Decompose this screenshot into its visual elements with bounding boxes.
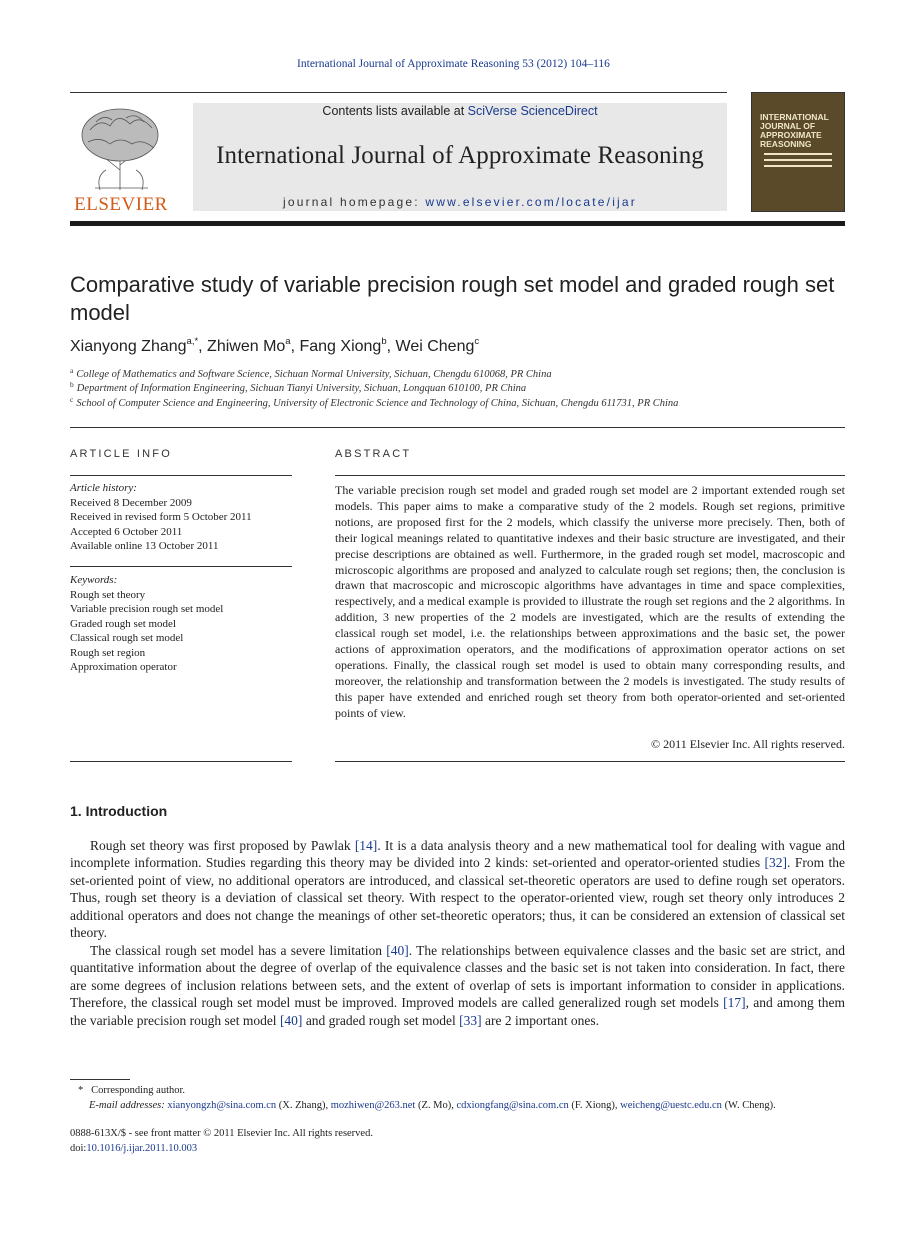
history-item: Accepted 6 October 2011 [70,525,183,538]
text-run: . It is a data analysis theory and a new mathematical tool for dealing with vague and incomplete information. Studies regarding this theory may be divided into 2 kinds: set-oriented and operator-oriented studies [70,838,845,871]
header-top-rule [70,92,727,93]
doi-link[interactable]: 10.1016/j.ijar.2011.10.003 [86,1143,198,1154]
author-name[interactable]: Fang Xiong [299,338,382,355]
footnote-star: * [78,1085,84,1096]
homepage-prefix: journal homepage: [283,195,426,209]
history-label: Article history: [70,482,137,494]
citation-link[interactable]: [32] [764,855,788,871]
history-item: Received 8 December 2009 [70,496,192,509]
cover-stripe [764,159,832,161]
keywords-rule [70,566,292,567]
affiliation-marker: a [70,366,74,375]
affiliation-text: School of Computer Science and Engineering, University of Electronic Science and Technology of China, Sichuan, Chengdu 611731, PR China [76,398,679,409]
citation-link[interactable]: [14] [354,838,378,853]
abstract-copyright: © 2011 Elsevier Inc. All rights reserved. [651,737,845,751]
abstract-rule [335,475,845,476]
article-info-bottom-rule [70,761,292,762]
text-run: , and among them the variable precision rough set model [70,995,845,1028]
journal-name: International Journal of Approximate Reasoning [216,142,704,169]
issn-line: 0888-613X/$ - see front matter © 2011 Elsevier Inc. All rights reserved. [70,1128,373,1139]
text-run: are 2 important ones. [481,1012,599,1028]
affiliation-text: Department of Information Engineering, Sichuan Tianyi University, Sichuan, Longquan 610100, PR China [76,383,527,394]
text-run: The classical rough set model has a severe limitation [90,943,387,958]
email-link[interactable]: mozhiwen@263.net [330,1100,416,1111]
intro-paragraph-1 [70,837,845,941]
affiliation [70,366,860,380]
author-affiliation-marker[interactable]: a [285,336,291,347]
citation-link[interactable]: [33] [459,1012,482,1028]
keywords-block [70,573,292,675]
author-list: Xianyong Zhang$^{a,*}$, Zhiwen Mo$^a$, Fang Xiong$^b$, Wei Cheng$^c$ [70,336,480,355]
email-footnote [89,1100,776,1111]
keyword: Classical rough set model [70,632,184,644]
keyword: Rough set region [70,646,146,659]
abstract-heading: ABSTRACT [335,448,412,460]
contents-available-line [193,104,727,118]
section-heading-introduction: 1. Introduction [70,803,168,819]
affiliation [70,380,860,394]
intro-paragraph-2 [70,942,845,1029]
affiliation [70,395,860,409]
article-info-heading: ARTICLE INFO [70,448,172,460]
email-owner: (F. Xiong), [568,1100,621,1111]
email-owner: (W. Cheng). [721,1100,776,1111]
running-citation[interactable]: International Journal of Approximate Reasoning 53 (2012) 104–116 [297,58,610,70]
history-item: Available online 13 October 2011 [70,540,219,552]
corresponding-author-footnote [78,1085,185,1096]
email-owner: (X. Zhang), [276,1100,331,1111]
email-owner: (Z. Mo), [415,1100,457,1111]
history-item: Received in revised form 5 October 2011 [70,511,252,523]
keywords-label: Keywords: [70,574,118,586]
footnote-rule [70,1079,130,1080]
contents-prefix: Contents lists available at [322,104,468,118]
corresponding-label: Corresponding author. [91,1085,186,1096]
author-name[interactable]: Zhiwen Mo [207,338,286,355]
cover-stripe [764,165,832,167]
journal-homepage-line [193,195,727,209]
keyword: Rough set theory [70,588,146,601]
citation-link[interactable]: [17] [723,995,746,1011]
email-label: E-mail addresses: [89,1100,165,1111]
text-run: . From the set-oriented point of view, no additional operators are introduced, and classical set-theoretic operators are used to define rough set operators. Thus, rough set theory is a deviation of classical set theory. With respect to the operator-oriented view, rough set theory only introduces 2 additional operators and does not change the meanings of other set-theoretic operators; thus, it can be considered an extension of classical set theory. [70,855,845,941]
author-affiliation-marker[interactable]: b [381,336,387,347]
citation-link[interactable]: [40] [386,943,409,958]
keyword: Graded rough set model [70,617,176,630]
sciencedirect-link[interactable]: SciVerse ScienceDirect [467,104,598,118]
email-link[interactable]: cdxiongfang@sina.com.cn [456,1100,569,1111]
author-affiliation-marker[interactable]: a,* [186,336,199,347]
affiliation-marker: b [70,380,74,389]
header-bottom-rule [70,221,845,226]
email-link[interactable]: xianyongzh@sina.com.cn [167,1100,277,1111]
front-matter-rule [70,427,845,428]
article-info-rule [70,475,292,476]
citation-link[interactable]: [40] [279,1012,303,1028]
affiliation-text: College of Mathematics and Software Science, Sichuan Normal University, Sichuan, Chengdu 610068, PR China [76,369,552,380]
homepage-link[interactable]: www.elsevier.com/locate/ijar [425,195,637,209]
abstract-text: The variable precision rough set model and graded rough set model are 2 important extended rough set models. This paper aims to make a comparative study of the 2 models. Rough set regions, primitive notions, are proposed first for the 2 models, which classify the universe more precisely. Then, both of their logical meanings related to quantitative indexes and their basic structure are investigated, and their precise descriptions are obtained as well. Furthermore, in the graded rough set model, macroscopic and microscopic algorithms are proposed and analyzed to calculate rough set regions; then, the conclusion is drawn that macroscopic and microscopic algorithms have advantages in time and space complexities, respectively, and a medical example is provided to illustrate the rough set regions and the 2 algorithms. In addition, 3 new properties of the 2 models are investigated, which are the results of extending the classical rough set model, i.e. the relationships between approximations and the basic set, the power actions of approximation operators, and the modifications of approximation operator actions on set operations. Finally, the classical rough set model is used to obtain many corresponding results, and moreover, the relationship and transformation between the 2 models is investigated. The study results of this paper have extended and enriched rough set theory from both operator-oriented and set-oriented points of view. [335,483,845,720]
doi-label: doi: [70,1143,87,1154]
keyword: Variable precision rough set model [70,603,224,615]
doi-line [70,1143,197,1154]
author-affiliation-marker[interactable]: c [474,336,480,347]
keyword: Approximation operator [70,661,177,673]
cover-title: INTERNATIONAL JOURNAL OF APPROXIMATE REASONING [760,112,829,149]
email-link[interactable]: weicheng@uestc.edu.cn [620,1100,722,1111]
cover-stripe [764,153,832,155]
text-run: Rough set theory was first proposed by Pawlak [90,838,355,853]
author-name[interactable]: Xianyong Zhang [70,338,187,355]
text-run: . The relationships between equivalence classes and the basic set are strict, and quantitative information about the degree of overlap of the equivalence classes and the basic set is not taken into consideration. In fact, there are some degrees of inclusion relations between sets, and the extent of overlap of sets is important information to consider in applications. Therefore, the classical rough set model must be improved. Improved models are called generalized rough set models [70,943,845,1011]
paper-title: Comparative study of variable precision rough set model and graded rough set model [70,272,835,325]
affiliation-marker: c [70,395,74,404]
article-history [70,481,292,554]
abstract-bottom-rule [335,761,845,762]
elsevier-wordmark: ELSEVIER [74,194,168,215]
journal-cover-thumbnail[interactable] [751,92,845,212]
author-name[interactable]: Wei Cheng [395,338,475,355]
text-run: and graded rough set model [302,1012,460,1028]
